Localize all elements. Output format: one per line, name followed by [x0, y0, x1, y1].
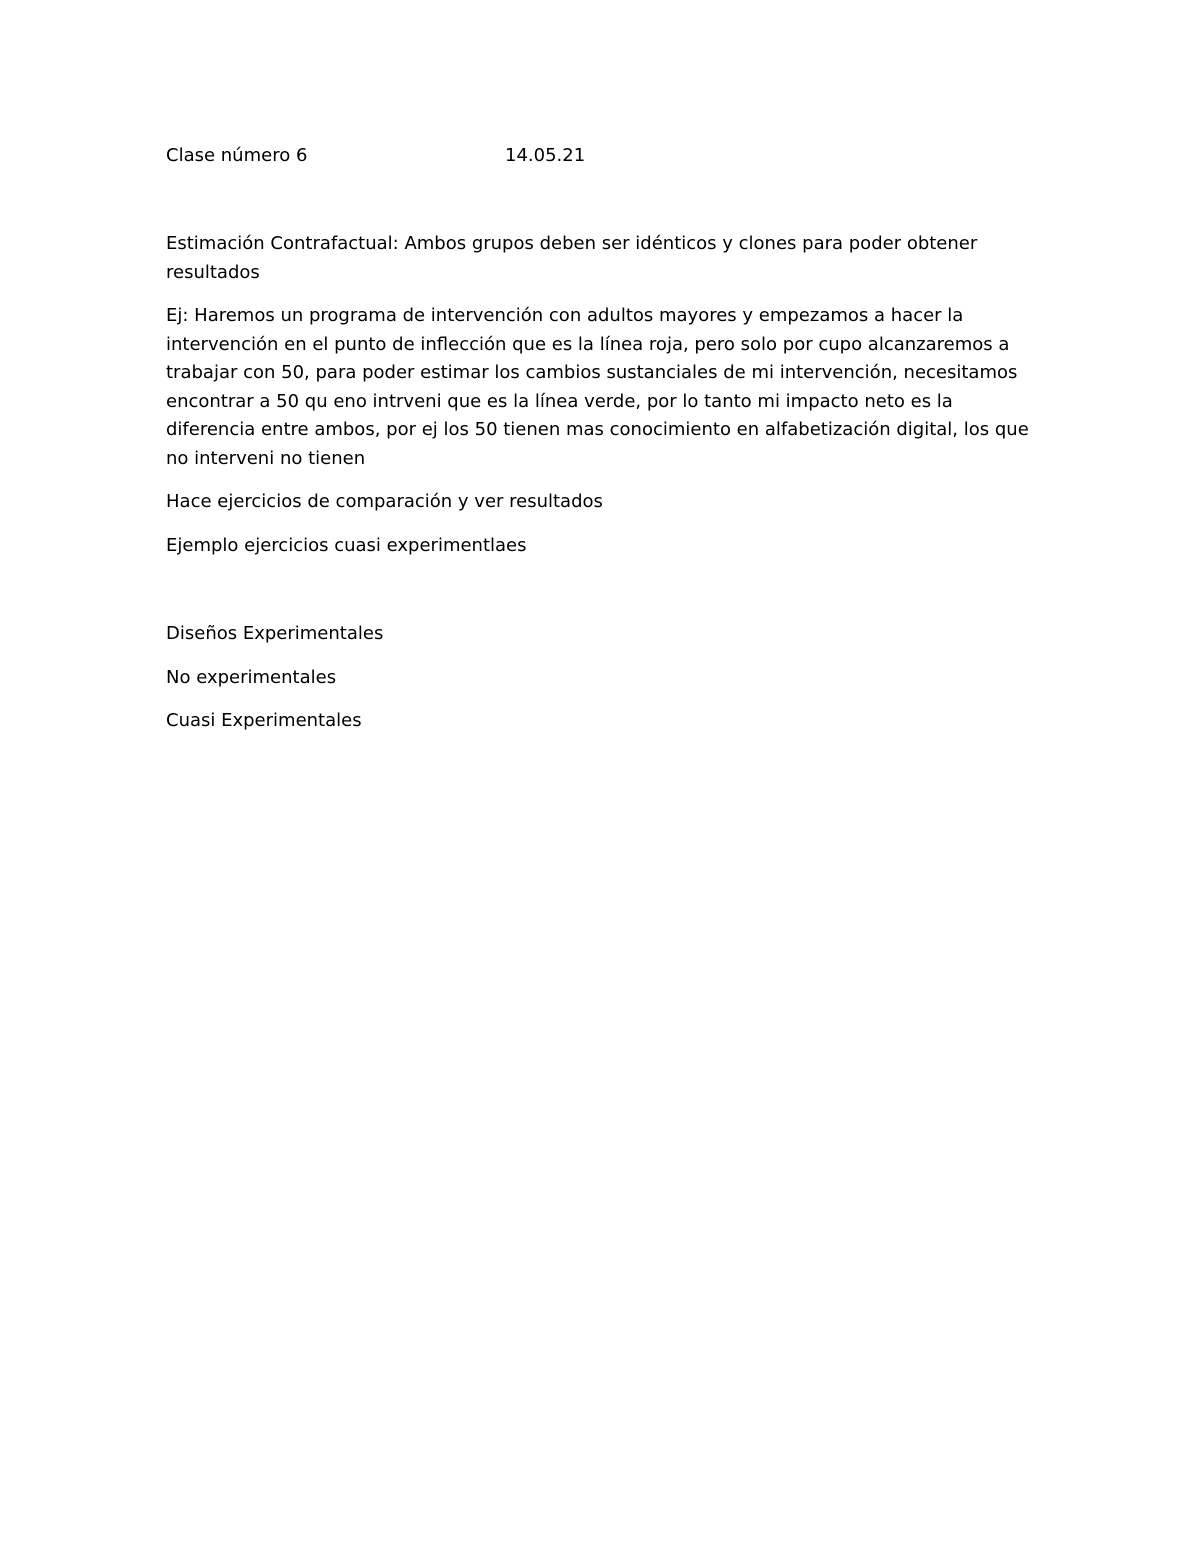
header-line — [166, 142, 1046, 170]
paragraph-example: Ej: Haremos un programa de intervención con adultos mayores y empezamos a hacer la intervención en el punto de inflección que es la línea roja, pero solo por cupo alcanzaremos a trabajar con 50, para poder estimar los cambios sustanciales de mi intervención, necesitamos encontrar a 50 qu eno intrveni que es la línea verde, por lo tanto mi impacto neto es la diferencia entre ambos, por ej los 50 tienen mas conocimiento en alfabetización digital, los que no interveni no tienen — [166, 305, 1029, 469]
paragraph-comparison: Hace ejercicios de comparación y ver resultados — [166, 491, 603, 512]
class-date: 14.05.21 — [505, 145, 586, 166]
class-title: Clase número 6 — [166, 145, 308, 166]
document-body — [166, 142, 1046, 736]
list-item-experimental-designs: Diseños Experimentales — [166, 623, 384, 644]
paragraph-quasi-example: Ejemplo ejercicios cuasi experimentlaes — [166, 534, 527, 556]
list-item-quasi-experimental: Cuasi Experimentales — [166, 710, 362, 731]
paragraph-counterfactual: Estimación Contrafactual: Ambos grupos deben ser idénticos y clones para poder obtener resultados — [166, 233, 978, 283]
list-item-non-experimental: No experimentales — [166, 666, 337, 688]
